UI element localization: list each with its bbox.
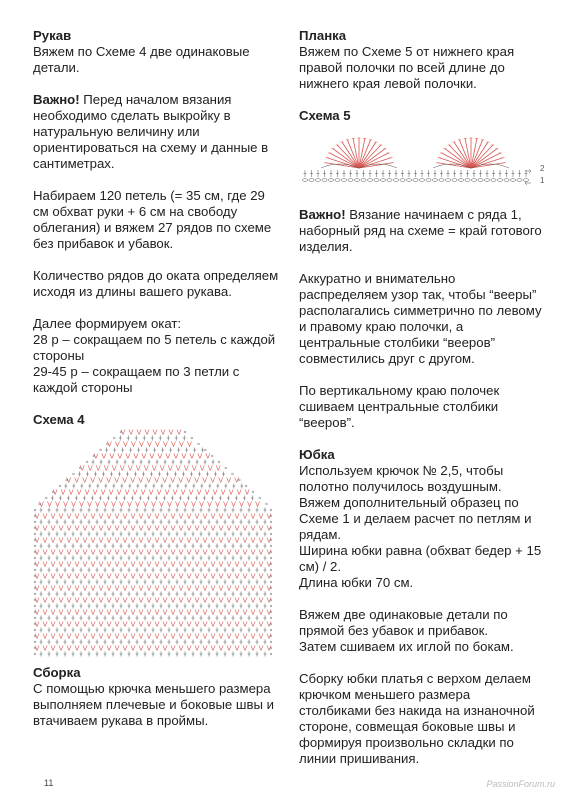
fans-note-paragraph: Аккуратно и внимательно распределяем узор так, чтобы “вееры” располагались симметрично по левому и правому краю полочки, а центральные столбики “вееров” совместились друг с другом.	[299, 271, 542, 366]
right-column	[299, 28, 544, 124]
watermark: PassionForum.ru	[486, 779, 555, 789]
schema5-row-label-1: 1	[540, 176, 545, 185]
skirt-paragraph-6: Затем сшиваем их иглой по бокам.	[299, 639, 514, 654]
important-text-left: Перед началом вязания необходимо сделать выкройку в натуральную величину или ориентироваться на схему и данные в сантиметрах.	[33, 92, 269, 171]
band-heading: Планка	[299, 28, 347, 43]
skirt-paragraph-2: Вяжем дополнительный образец по Схеме 1 и делаем расчет по петлям и рядам.	[299, 495, 532, 542]
assembly-heading: Сборка	[33, 665, 81, 680]
rows-note-paragraph: Количество рядов до оката определяем исходя из длины вашего рукава.	[33, 268, 279, 299]
schema5-row-label-2: 2	[540, 164, 545, 173]
skirt-paragraph-1: Используем крючок № 2,5, чтобы полотно получилось воздушным.	[299, 463, 504, 494]
schema5-stitches	[302, 138, 531, 185]
page-number: 11	[44, 778, 54, 788]
important-label-right: Важно!	[299, 207, 346, 222]
assembly-paragraph: С помощью крючка меньшего размера выполняем плечевые и боковые швы и втачиваем рукава в проймы.	[33, 681, 275, 728]
schema4-heading: Схема 4	[33, 412, 85, 427]
important-paragraph-right	[299, 207, 544, 255]
sew-note-paragraph: По вертикальному краю полочек сшиваем центральные столбики “вееров”.	[299, 383, 500, 430]
schema5-diagram	[299, 128, 549, 190]
skirt-paragraph-5: Вяжем две одинаковые детали по прямой без убавок и прибавок.	[299, 607, 508, 638]
skirt-paragraph-3: Ширина юбки равна (обхват бедер + 15 см) / 2.	[299, 543, 542, 574]
assembly-section	[33, 665, 281, 745]
schema5-heading: Схема 5	[299, 108, 351, 123]
cap-line-2: 29-45 р – сокращаем по 3 петли с каждой стороны	[33, 364, 240, 395]
important-label-left: Важно!	[33, 92, 80, 107]
sleeve-heading: Рукав	[33, 28, 72, 43]
cast-on-paragraph: Набираем 120 петель (= 35 см, где 29 см обхват руки + 6 см на свободу облегания) и вяжем 27 рядов по схеме без прибавок и убавок.	[33, 188, 272, 251]
skirt-heading: Юбка	[299, 447, 335, 462]
important-text-right: Вязание начинаем с ряда 1, наборный ряд на схеме = край готового изделия.	[299, 207, 542, 254]
cap-intro: Далее формируем окат:	[33, 316, 182, 331]
band-paragraph: Вяжем по Схеме 5 от нижнего края правой полочки по всей длине до нижнего края левой полочки.	[299, 44, 515, 91]
left-column	[33, 28, 281, 428]
schema4-stitches	[34, 430, 272, 657]
skirt-paragraph-7: Сборку юбки платья с верхом делаем крючком меньшего размера столбиками без накида на изнаночной стороне, совмещая боковые швы и формируя произвольно складки по линии пришивания.	[299, 671, 535, 766]
schema4-diagram	[33, 428, 273, 660]
skirt-paragraph-4: Длина юбки 70 см.	[299, 575, 414, 590]
cap-line-1: 28 р – сокращаем по 5 петель с каждой стороны	[33, 332, 276, 363]
right-column-lower	[299, 207, 544, 783]
sleeve-paragraph: Вяжем по Схеме 4 две одинаковые детали.	[33, 44, 250, 75]
important-paragraph-left	[33, 92, 281, 172]
